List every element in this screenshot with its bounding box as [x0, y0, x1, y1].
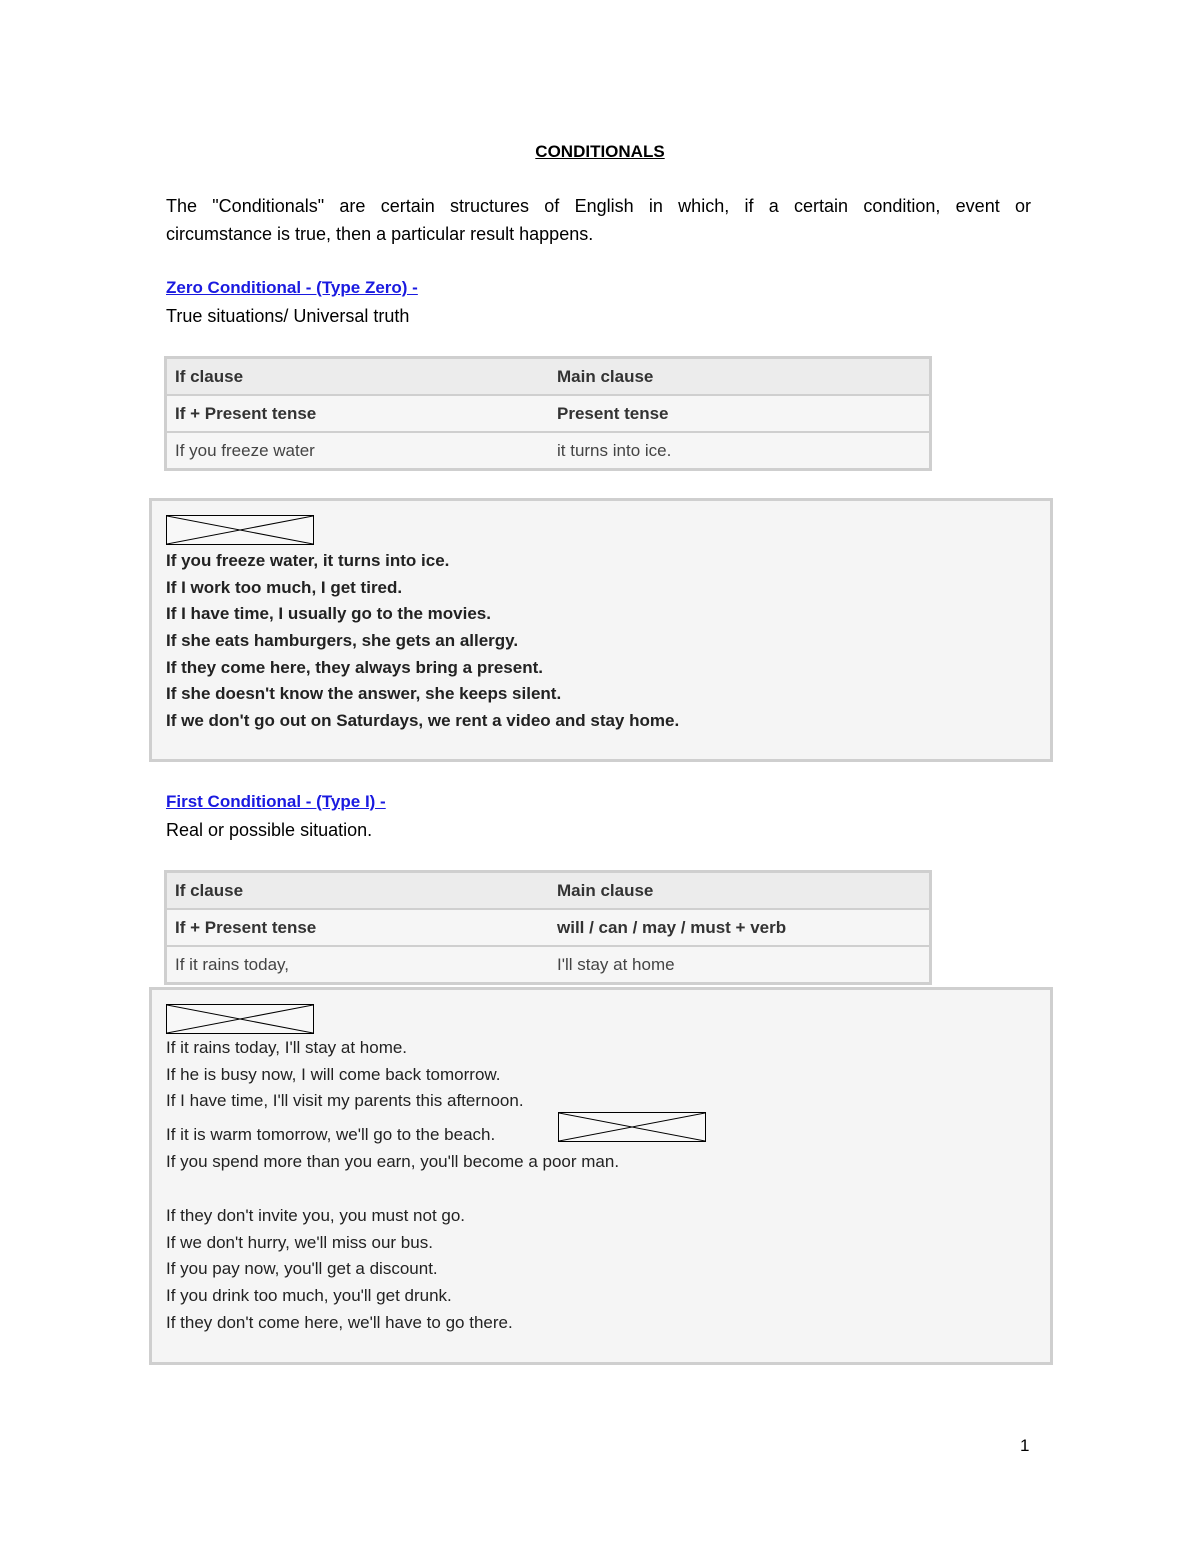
first-conditional-heading[interactable]: First Conditional - (Type I) - — [166, 792, 386, 811]
first-conditional-subheading: Real or possible situation. — [166, 820, 373, 840]
list-item: If they don't invite you, you must not go. — [166, 1206, 466, 1225]
table-cell: If it rains today, — [166, 946, 550, 984]
broken-image-icon — [166, 515, 314, 545]
table-row — [166, 909, 931, 946]
list-item: If she doesn't know the answer, she keeps silent. — [166, 684, 562, 704]
list-item: If we don't go out on Saturdays, we rent a video and stay home. — [166, 711, 680, 731]
first-examples-list-2 — [166, 1203, 513, 1336]
page-title: CONDITIONALS — [535, 142, 665, 161]
list-item: If you freeze water, it turns into ice. — [166, 551, 450, 570]
broken-image-icon — [166, 1004, 314, 1034]
list-item: If she eats hamburgers, she gets an allergy. — [166, 631, 519, 651]
list-item: If they don't come here, we'll have to go there. — [166, 1312, 513, 1332]
list-item: If it is warm tomorrow, we'll go to the beach. — [166, 1125, 496, 1145]
list-item: If they come here, they always bring a present. — [166, 657, 543, 677]
first-examples-list — [166, 1035, 619, 1175]
table-cell: If + Present tense — [166, 909, 550, 946]
zero-conditional-subheading: True situations/ Universal truth — [166, 306, 410, 326]
zero-conditional-heading[interactable]: Zero Conditional - (Type Zero) - — [166, 278, 418, 297]
list-item: If you drink too much, you'll get drunk. — [166, 1286, 452, 1306]
first-conditional-table — [164, 870, 932, 985]
table-cell: If clause — [166, 872, 550, 910]
list-item: If you spend more than you earn, you'll become a poor man. — [166, 1151, 620, 1171]
zero-examples-list — [166, 548, 679, 735]
list-item: If I work too much, I get tired. — [166, 577, 403, 597]
zero-conditional-table — [164, 356, 932, 471]
table-row — [166, 872, 931, 910]
list-item: If I have time, I usually go to the movies. — [166, 604, 491, 624]
intro-paragraph — [166, 192, 1031, 248]
list-item: If I have time, I'll visit my parents this afternoon. — [166, 1091, 524, 1111]
table-row — [166, 395, 931, 432]
table-cell: will / can / may / must + verb — [549, 909, 931, 946]
table-cell: Main clause — [549, 358, 931, 396]
page-number: 1 — [1020, 1436, 1030, 1455]
table-row — [166, 946, 931, 984]
table-cell: If you freeze water — [166, 432, 550, 470]
intro-line: circumstance is true, then a particular result happens. — [166, 224, 594, 244]
list-item: If we don't hurry, we'll miss our bus. — [166, 1232, 433, 1252]
list-item: If it rains today, I'll stay at home. — [166, 1038, 408, 1057]
intro-line: The "Conditionals" are certain structures of English in which, if a certain condition, event or — [166, 196, 1031, 216]
table-cell: Present tense — [549, 395, 931, 432]
table-cell: it turns into ice. — [549, 432, 931, 470]
table-cell: If clause — [166, 358, 550, 396]
table-cell: Main clause — [549, 872, 931, 910]
list-item: If you pay now, you'll get a discount. — [166, 1259, 438, 1279]
table-row — [166, 432, 931, 470]
table-cell: I'll stay at home — [549, 946, 931, 984]
table-cell: If + Present tense — [166, 395, 550, 432]
list-item: If he is busy now, I will come back tomorrow. — [166, 1064, 501, 1084]
table-row — [166, 358, 931, 396]
